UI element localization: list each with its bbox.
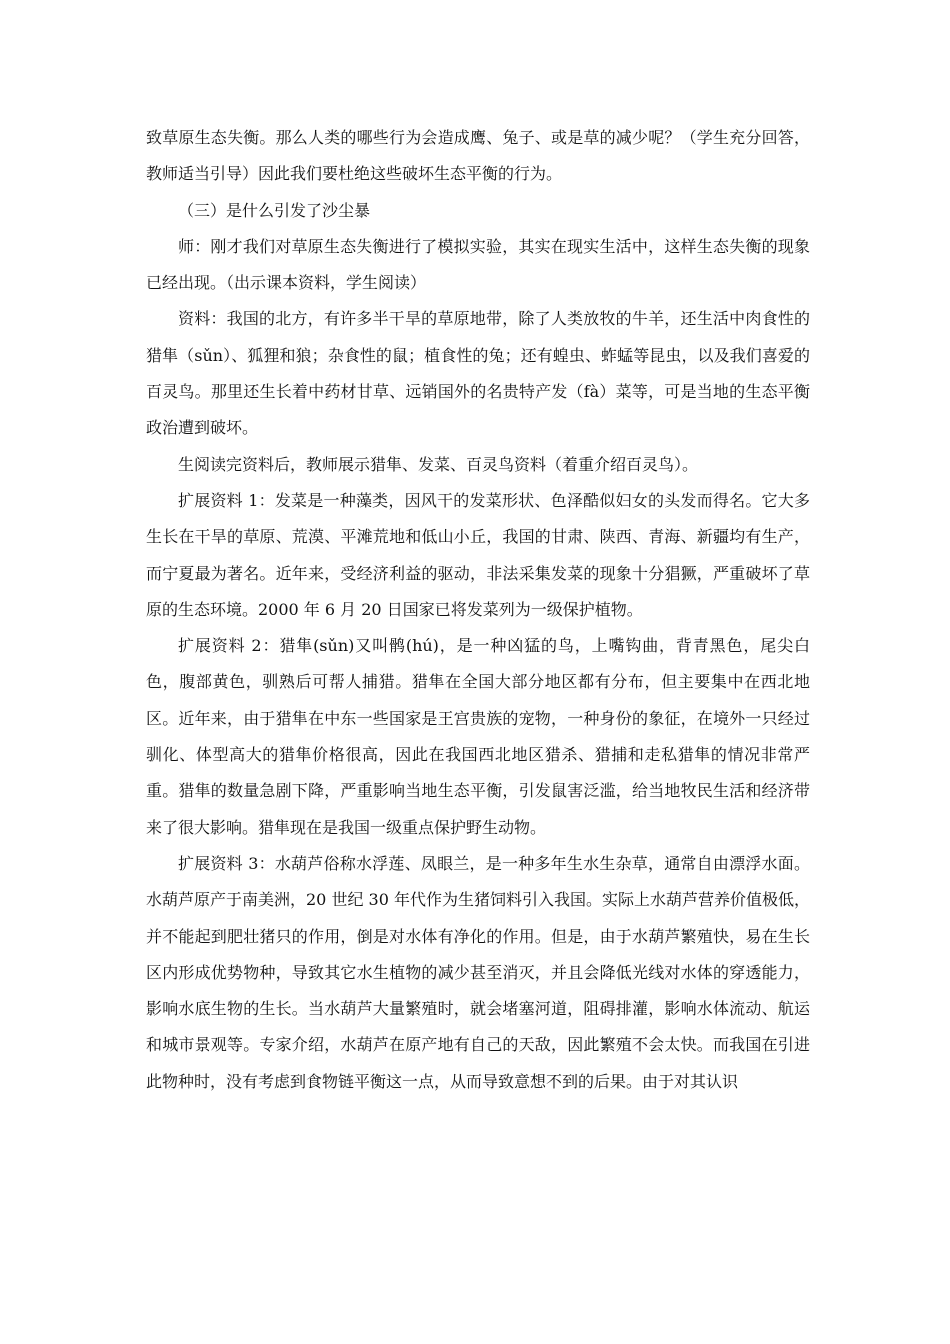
section-heading: （三）是什么引发了沙尘暴 bbox=[178, 200, 371, 220]
paragraph-extended-3: 扩展资料 3：水葫芦俗称水浮莲、凤眼兰，是一种多年生水生杂草，通常自由漂浮水面。水葫芦原产于南美洲，20 世纪 30 年代作为生猪饲料引入我国。实际上水葫芦营养价值极低，并不能起到肥壮猪只的作用，倒是对水体有净化的作用。但是，由于水葫芦繁殖快，易在生长区内形成优势物种，导致其它水生植物的减少甚至消灭，并且会降低光线对水体的穿透能力，影响水底生物的生长。当水葫芦大量繁殖时，就会堵塞河道，阻碍排灌，影响水体流动、航运和城市景观等。专家介绍，水葫芦在原产地有自己的天敌，因此繁殖不会太快。而我国在引进此物种时，没有考虑到食物链平衡这一点，从而导致意想不到的后果。由于对其认识 bbox=[146, 853, 810, 1091]
paragraph-extended-2: 扩展资料 2：猎隼(sǔn)又叫鹘(hú)，是一种凶猛的鸟，上嘴钩曲，背青黑色，尾尖白色，腹部黄色，驯熟后可帮人捕猎。猎隼在全国大部分地区都有分布，但主要集中在西北地区。近年来，由于猎隼在中东一些国家是王宫贵族的宠物，一种身份的象征，在境外一只经过驯化、体型高大的猎隼价格很高，因此在我国西北地区猎杀、猎捕和走私猎隼的情况非常严重。猎隼的数量急剧下降，严重影响当地生态平衡，引发鼠害泛滥，给当地牧民生活和经济带来了很大影响。猎隼现在是我国一级重点保护野生动物。 bbox=[146, 636, 810, 837]
paragraph-teacher: 师：刚才我们对草原生态失衡进行了模拟实验，其实在现实生活中，这样生态失衡的现象已经出现。（出示课本资料，学生阅读） bbox=[146, 236, 810, 293]
paragraph-continuation: 致草原生态失衡。那么人类的哪些行为会造成鹰、兔子、或是草的减少呢？（学生充分回答，教师适当引导）因此我们要杜绝这些破坏生态平衡的行为。 bbox=[146, 128, 810, 184]
paragraph-reading: 生阅读完资料后，教师展示猎隼、发菜、百灵鸟资料（着重介绍百灵鸟）。 bbox=[178, 454, 699, 474]
paragraph-extended-1: 扩展资料 1：发菜是一种藻类，因风干的发菜形状、色泽酷似妇女的头发而得名。它大多生长在干旱的草原、荒漠、平滩荒地和低山小丘，我国的甘肃、陕西、青海、新疆均有生产，而宁夏最为著名。近年来，受经济利益的驱动，非法采集发菜的现象十分猖獗，严重破坏了草原的生态环境。2000 年 6 月 20 日国家已将发菜列为一级保护植物。 bbox=[146, 490, 810, 619]
paragraph-material: 资料：我国的北方，有许多半干旱的草原地带，除了人类放牧的牛羊，还生活中肉食性的猎隼（sǔn）、狐狸和狼；杂食性的鼠；植食性的兔；还有蝗虫、蚱蜢等昆虫，以及我们喜爱的百灵鸟。那里还生长着中药材甘草、远销国外的名贵特产发（fà）菜等，可是当地的生态平衡政治遭到破坏。 bbox=[146, 309, 810, 438]
document-page bbox=[146, 120, 810, 1100]
